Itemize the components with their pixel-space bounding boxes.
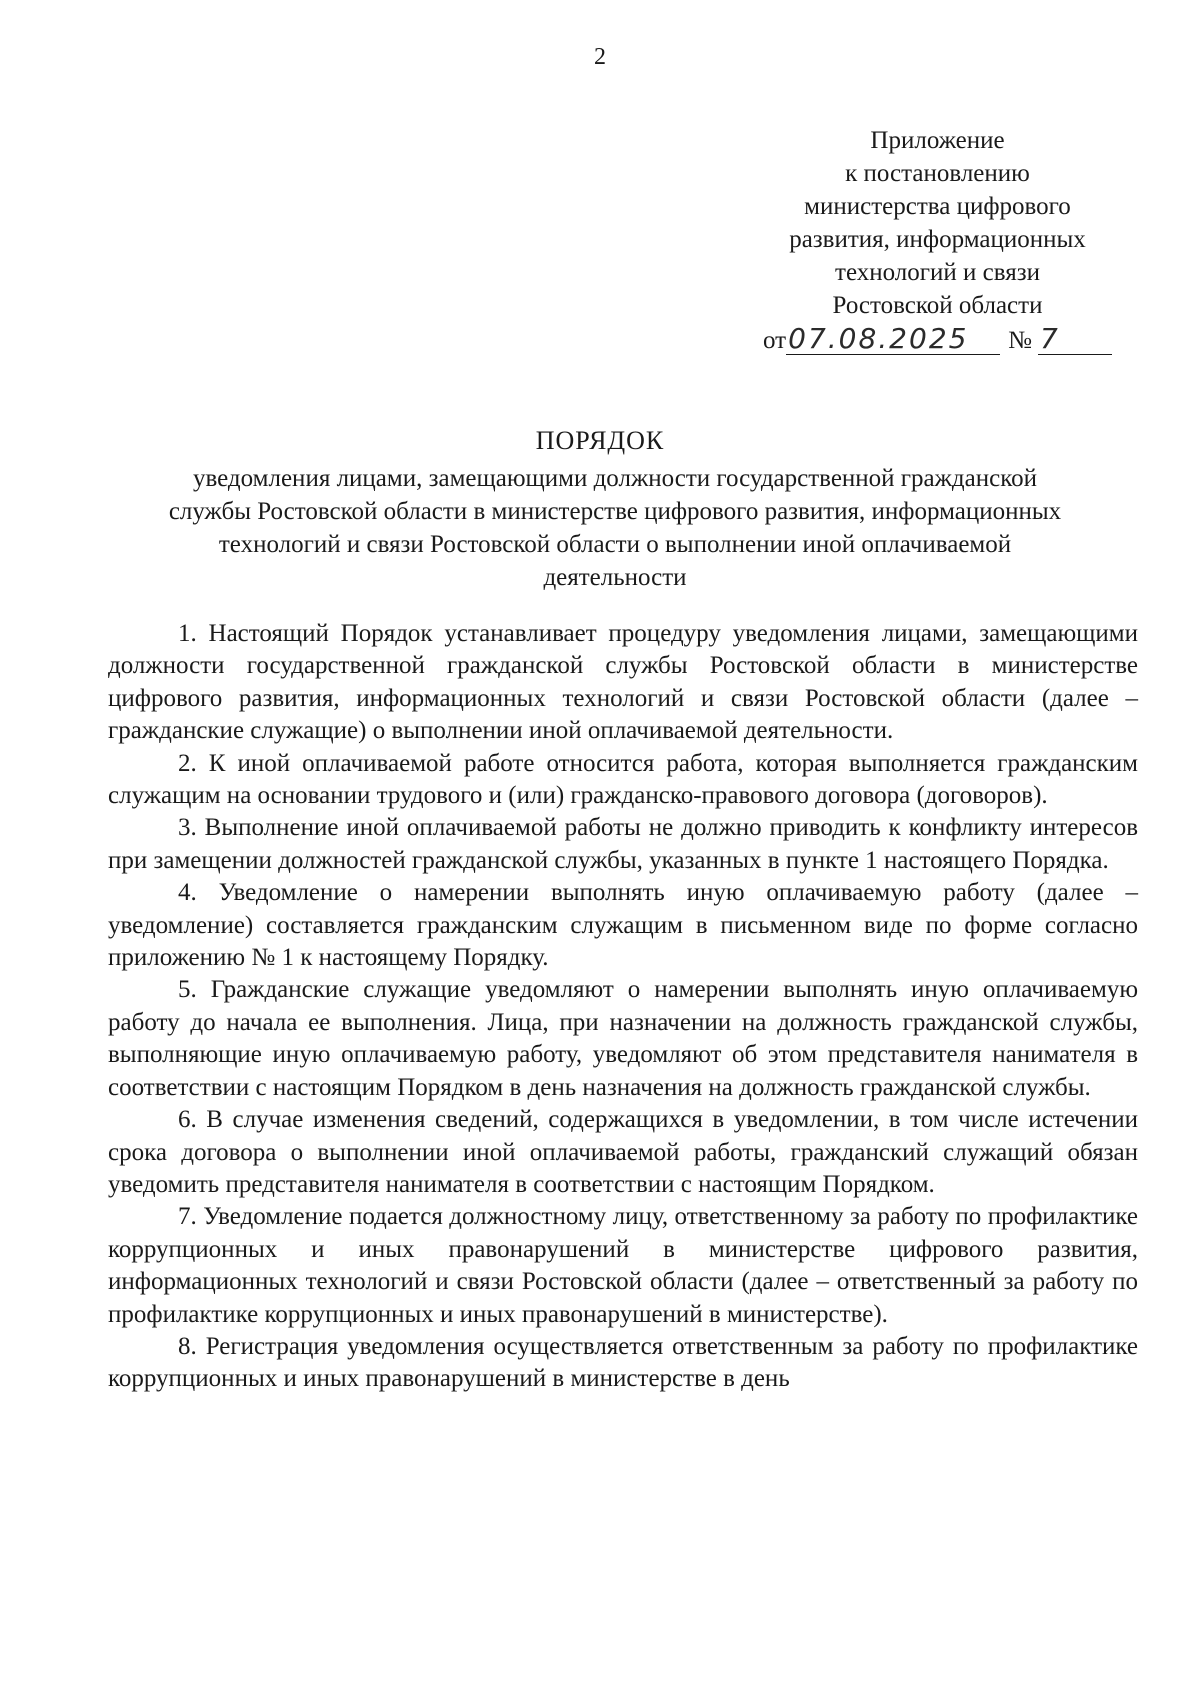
paragraph-8: 8. Регистрация уведомления осуществляется ответственным за работу по профилактике коррупционных и иных правонарушений в министерстве в день <box>108 1332 1138 1393</box>
paragraph-4: 4. Уведомление о намерении выполнять иную оплачиваемую работу (далее – уведомление) составляется гражданским служащим в письменном виде по форме согласно приложению № 1 к настоящему Порядку. <box>108 879 1138 972</box>
page-number: 2 <box>594 44 606 70</box>
paragraph-1: 1. Настоящий Порядок устанавливает процедуру уведомления лицами, замещающими должности государственной гражданской службы Ростовской области в министерстве цифрового развития, информационных технологий и связи Ростовской области (далее – гражданские служащие) о выполнении иной оплачиваемой деятельности. <box>108 620 1138 745</box>
date-prefix: от <box>763 327 787 354</box>
paragraph-5: 5. Гражданские служащие уведомляют о намерении выполнять иную оплачиваемую работу до начала ее выполнения. Лица, при назначении на должность гражданской службы, выполняющие иную оплачиваемую работу, уведомляют об этом представителя нанимателя в соответствии с настоящим Порядком в день назначения на должность гражданской службы. <box>108 976 1138 1101</box>
subtitle-line: деятельности <box>543 564 687 591</box>
subtitle-line: технологий и связи Ростовской области о выполнении иной оплачиваемой <box>218 531 1012 558</box>
paragraph-7: 7. Уведомление подается должностному лицу, ответственному за работу по профилактике коррупционных и иных правонарушений в министерстве цифрового развития, информационных технологий и связи Ростовской области (далее – ответственный за работу по профилактике коррупционных и иных правонарушений в министерстве). <box>108 1203 1138 1328</box>
appendix-line: министерства цифрового <box>804 193 1071 220</box>
handwritten-date: 07.08.2025 <box>786 324 1000 355</box>
subtitle-line: службы Ростовской области в министерстве цифрового развития, информационных <box>168 498 1062 525</box>
appendix-line: Ростовской области <box>832 292 1043 319</box>
document-subtitle <box>110 462 1120 594</box>
appendix-line: развития, информационных <box>789 226 1086 253</box>
appendix-line: технологий и связи <box>835 259 1040 286</box>
paragraph-6: 6. В случае изменения сведений, содержащихся в уведомлении, в том числе истечении срока договора о выполнении иной оплачиваемой работы, гражданский служащий обязан уведомить представителя нанимателя в соответствии с настоящим Порядком. <box>108 1106 1138 1198</box>
appendix-line: Приложение <box>870 127 1005 154</box>
document-title: ПОРЯДОК <box>535 426 665 455</box>
appendix-block <box>760 124 1115 357</box>
handwritten-number: 7 <box>1038 324 1112 355</box>
document-body <box>108 618 1138 1396</box>
appendix-line: к постановлению <box>845 160 1030 187</box>
subtitle-line: уведомления лицами, замещающими должности государственной гражданской <box>193 465 1037 492</box>
number-sign: № <box>1008 327 1032 354</box>
paragraph-2: 2. К иной оплачиваемой работе относится работа, которая выполняется гражданским служащим на основании трудового и (или) гражданско-правового договора (договоров). <box>108 749 1138 810</box>
decree-date-number-line <box>760 324 1115 357</box>
paragraph-3: 3. Выполнение иной оплачиваемой работы не должно приводить к конфликту интересов при замещении должностей гражданской службы, указанных в пункте 1 настоящего Порядка. <box>108 814 1138 874</box>
